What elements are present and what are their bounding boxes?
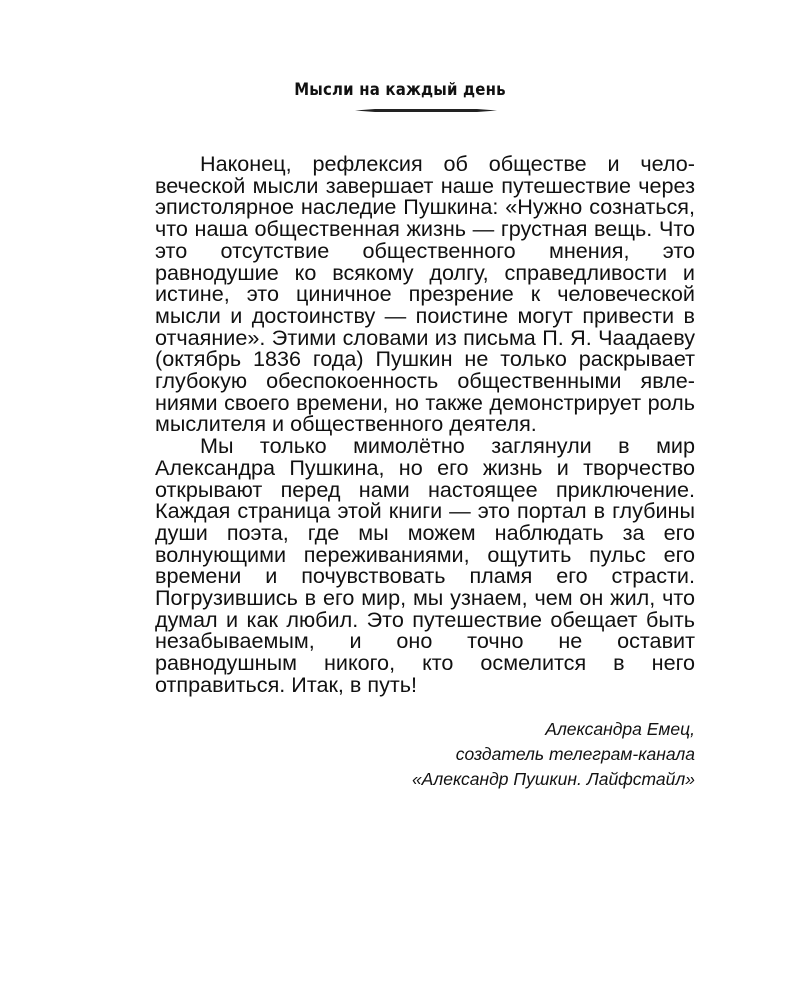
body-text	[155, 153, 695, 696]
paragraph: Мы только мимолётно заглянули в мир Александра Пушкина, но его жизнь и творчество открывают перед нами настоящее приключение. Каждая страница этой книги — это портал в глубины души поэта, где мы можем наблюдать за его волнующими переживаниями, ощутить пульс его времени и почувствовать пламя его страсти. Погрузившись в его мир, мы узнаем, чем он жил, что думал и как любил. Это путешествие обещает быть незабываемым, и оно точно не оставит равнодушным никого, кто осмелится в него отправиться. Итак, в путь!	[155, 433, 695, 697]
paragraph: Наконец, рефлексия об обществе и человеческой мысли завершает наше путешествие через эпистолярное наследие Пушкина: «Нужно сознаться, что наша общественная жизнь — грустная вещь. Что это отсутствие общественного мнения, это равнодушие ко всякому долгу, справедливости и истине, это циничное презрение к человеческой мысли и достоинству — поистине могут привести в отчаяние». Этими словами из письма П. Я. Чаадаеву (октябрь 1836 года) Пушкин не только раскрывает глубокую обеспокоенность общественными явлениями своего времени, но также демонстрирует роль мыслителя и общественного деятеля.	[155, 151, 695, 437]
author-name: Александра Емец,	[545, 719, 695, 739]
header-decorative-rule	[355, 109, 497, 112]
author-role: создатель телеграм-канала	[455, 744, 695, 764]
channel-name: «Александр Пушкин. Лайфстайл»	[411, 769, 695, 789]
author-signature	[300, 717, 695, 792]
running-header: Мысли на каждый день	[294, 80, 506, 100]
